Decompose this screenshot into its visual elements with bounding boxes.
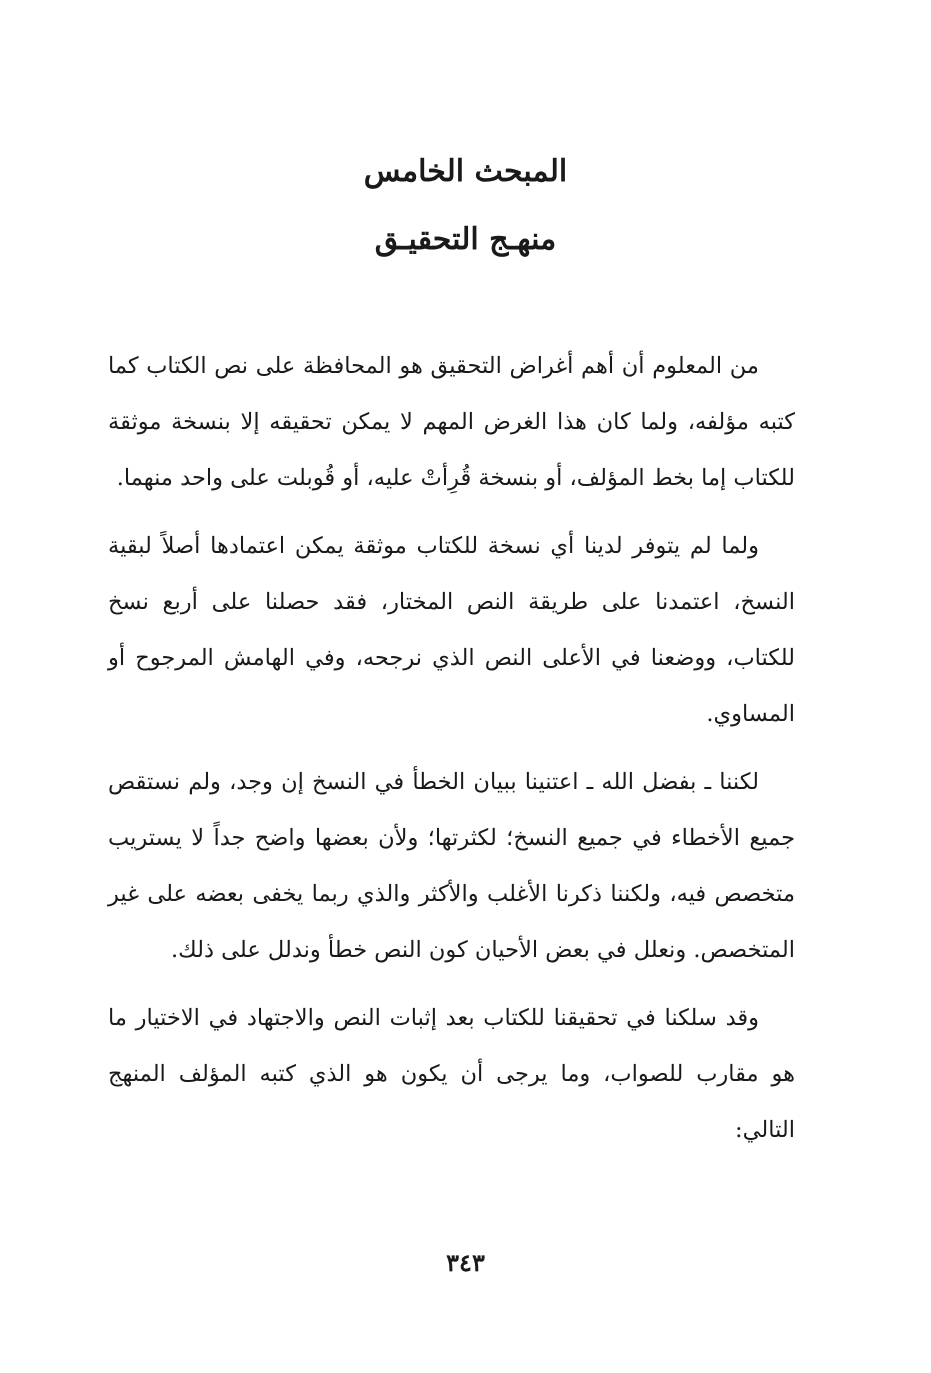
headings-block [0, 150, 931, 262]
section-title: منهـج التحقيـق [374, 222, 557, 257]
page-number: ٣٤٣ [446, 1248, 485, 1277]
paragraph-1: من المعلوم أن أهم أغراض التحقيق هو المحافظة على نص الكتاب كما كتبه مؤلفه، ولما كان هذا الغرض المهم لا يمكن تحقيقه إلا بنسخة موثقة للكتاب إما بخط المؤلف، أو بنسخة قُرِأتْ عليه، أو قُوبلت على واحد منهما. [108, 353, 795, 491]
paragraph-3: لكننا ـ بفضل الله ـ اعتنينا ببيان الخطأ في النسخ إن وجد، ولم نستقص جميع الأخطاء في جميع النسخ؛ لكثرتها؛ ولأن بعضها واضح جداً لا يستريب متخصص فيه، ولكننا ذكرنا الأغلب والأكثر والذي ربما يخفى بعضه على غير المتخصص. ونعلل في بعض الأحيان كون النص خطأ وندلل على ذلك. [108, 769, 795, 963]
body-text [108, 338, 795, 1170]
section-heading: المبحث الخامس [363, 154, 568, 189]
paragraph-2: ولما لم يتوفر لدينا أي نسخة للكتاب موثقة يمكن اعتمادها أصلاً لبقية النسخ، اعتمدنا على طريقة النص المختار، فقد حصلنا على أربع نسخ للكتاب، ووضعنا في الأعلى النص الذي نرجحه، وفي الهامش المرجوح أو المساوي. [108, 533, 795, 727]
paragraph-4: وقد سلكنا في تحقيقنا للكتاب بعد إثبات النص والاجتهاد في الاختيار ما هو مقارب للصواب، وما يرجى أن يكون هو الذي كتبه المؤلف المنهج التالي: [108, 1005, 795, 1143]
